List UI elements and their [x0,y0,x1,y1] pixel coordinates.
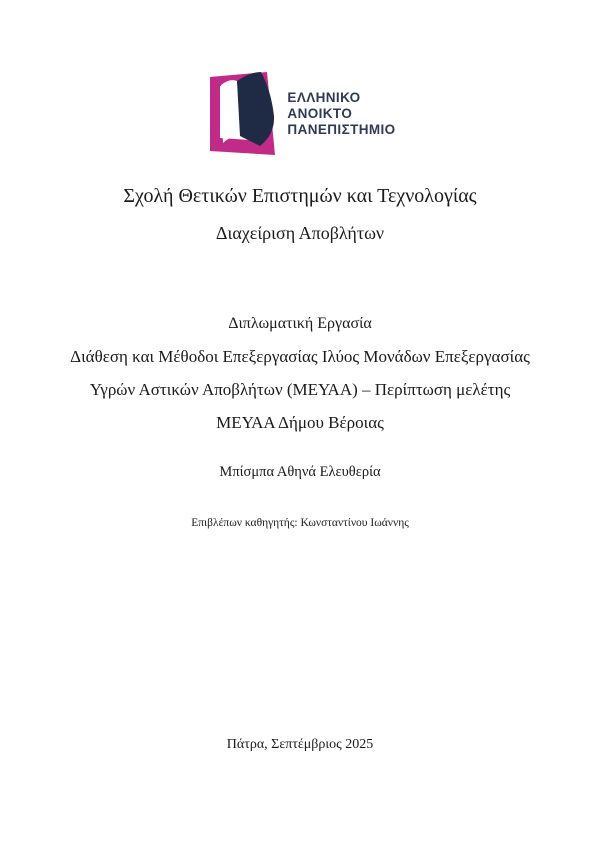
logo-left-page-shape [221,80,239,143]
author-name: Μπίσμπα Αθηνά Ελευθερία [219,464,381,480]
supervisor-line: Επιβλέπων καθηγητής: Κωνσταντίνου Ιωάννης [191,517,409,529]
thesis-type-label: Διπλωματική Εργασία [228,315,372,332]
program-title: Διαχείριση Αποβλήτων [215,223,385,243]
thesis-title [0,340,600,439]
university-logo [0,0,600,156]
place-and-date: Πάτρα, Σεπτέμβριος 2025 [226,737,374,752]
logo-word-line1: ΕΛΛΗΝΙΚΟ [287,90,361,105]
thesis-title-line-3: ΜΕΥΑΑ Δήμου Βέροιας [216,413,384,432]
thesis-title-line-1: Διάθεση και Μέθοδοι Επεξεργασίας Ιλύος Μονάδων Επεξεργασίας [70,347,530,366]
logo-word-line3: ΠΑΝΕΠΙΣΤΗΜΙΟ [287,122,396,137]
logo-word-line2: ΑΝΟΙΚΤΟ [287,106,353,121]
open-book-logo-icon [204,72,278,156]
school-title: Σχολή Θετικών Επιστημών και Τεχνολογίας [123,185,477,207]
logo-right-page-shape [237,72,274,146]
university-logo-wordmark [287,90,395,138]
thesis-title-line-2: Υγρών Αστικών Αποβλήτων (ΜΕΥΑΑ) – Περίπτωση μελέτης [89,380,511,399]
